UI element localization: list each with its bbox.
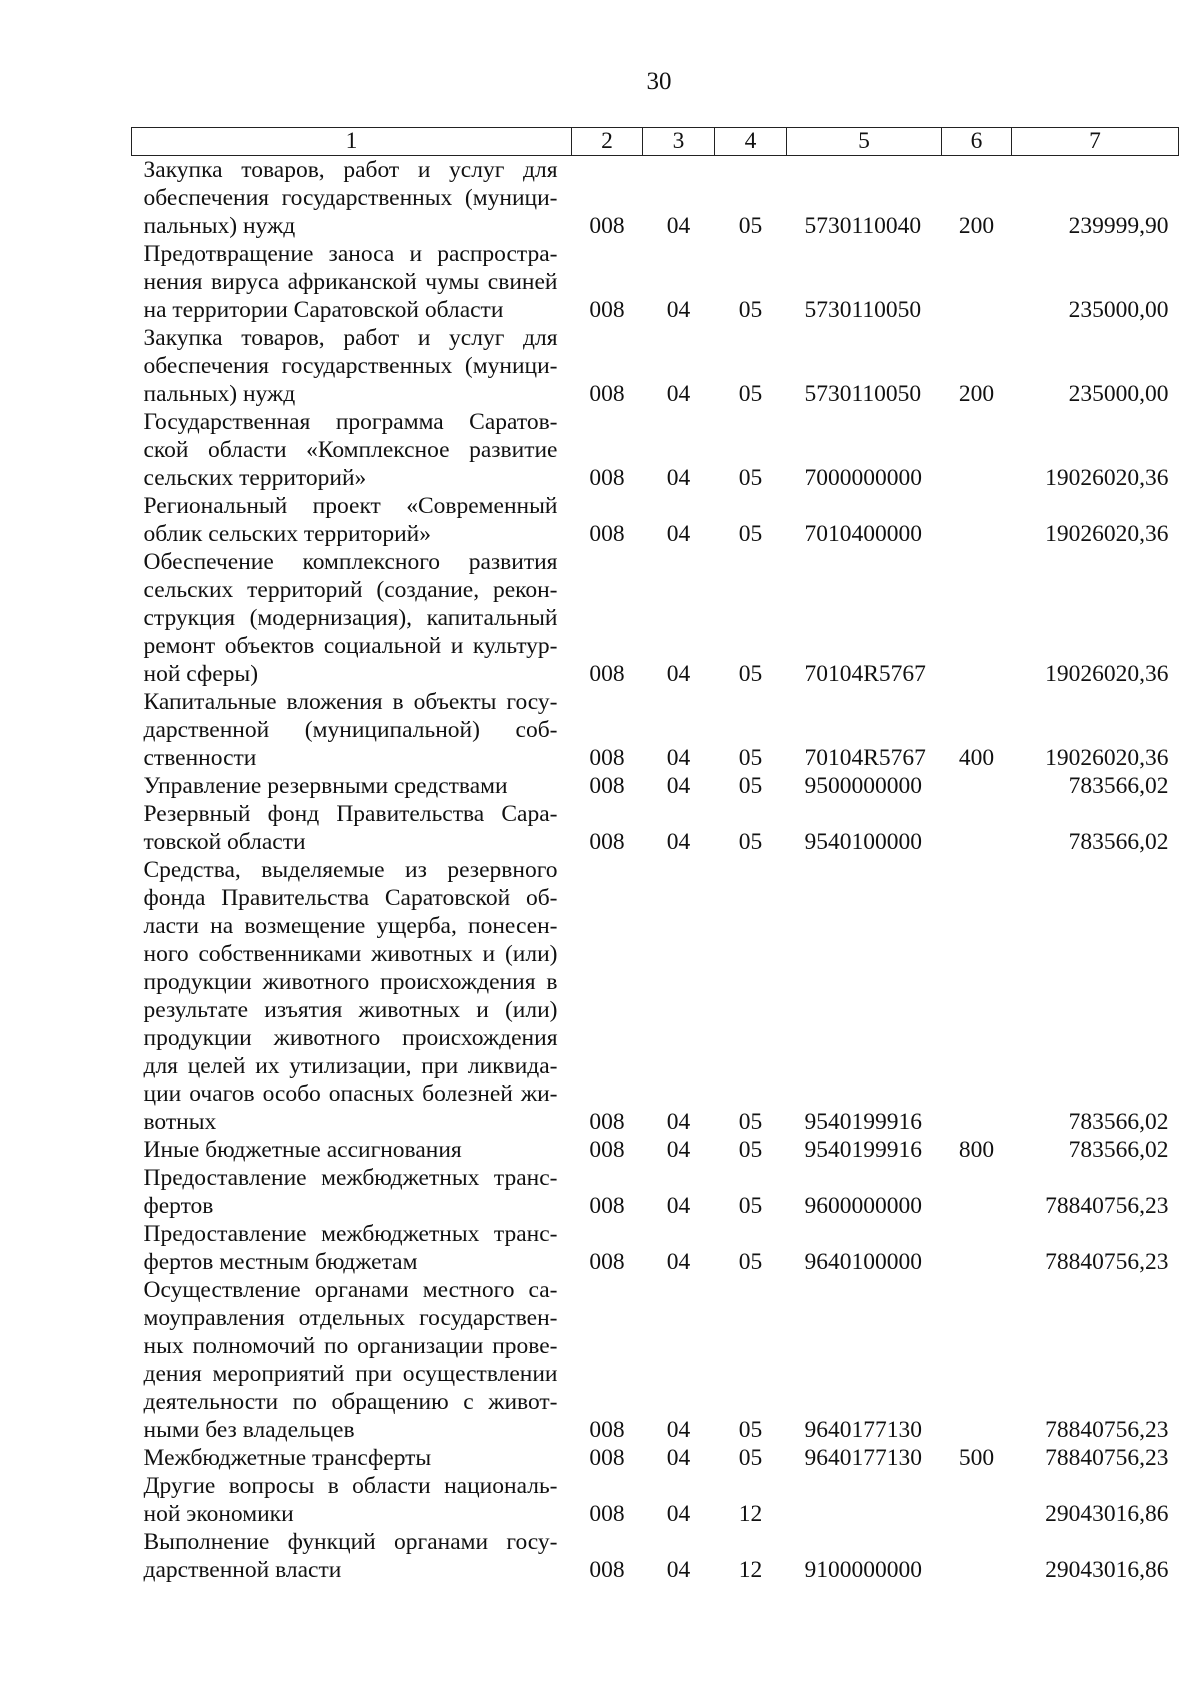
row-ministry-code: 008 (589, 1137, 625, 1163)
row-target-article: 9640177130 (804, 1417, 922, 1443)
table-row (132, 800, 1179, 856)
row-amount: 78840756,23 (1045, 1193, 1169, 1219)
row-target-article: 9600000000 (804, 1193, 922, 1219)
row-name-line: дения мероприятий при осуществлении (143, 1361, 558, 1387)
row-name-line: Осуществление органами местного са- (143, 1277, 558, 1303)
row-name-line: ской области «Комплексное развитие (143, 437, 558, 463)
row-section-code: 04 (666, 829, 691, 855)
row-name-line: Предоставление межбюджетных транс- (143, 1165, 558, 1191)
row-subsection-code: 05 (738, 1193, 763, 1219)
row-amount: 29043016,86 (1045, 1501, 1169, 1527)
row-name-line: сельских территорий» (143, 465, 367, 491)
row-expense-type (942, 548, 1012, 688)
row-subsection-code: 05 (738, 381, 763, 407)
row-target-article: 7010400000 (804, 521, 922, 547)
row-target-article: 9100000000 (804, 1557, 922, 1583)
row-expense-type (942, 408, 1012, 492)
row-name-line: товской области (143, 829, 306, 855)
row-name-line: Управление резервными средствами (143, 773, 508, 799)
row-name-line: Предотвращение заноса и распростра- (143, 241, 558, 267)
row-amount: 78840756,23 (1045, 1249, 1169, 1275)
row-name-cell (132, 408, 572, 492)
row-section-code: 04 (666, 213, 691, 239)
row-ministry-code: 008 (589, 1501, 625, 1527)
row-ministry-code: 008 (589, 521, 625, 547)
header-col-3: 3 (643, 128, 715, 156)
row-name-line: вотных (143, 1109, 217, 1135)
table-row (132, 408, 1179, 492)
row-subsection-code: 05 (738, 213, 763, 239)
row-name-line: ремонт объектов социальной и культур- (143, 633, 558, 659)
row-name-line: Обеспечение комплексного развития (143, 549, 558, 575)
row-name-cell (132, 856, 572, 1136)
row-name-line: Закупка товаров, работ и услуг для (143, 325, 558, 351)
row-ministry-code: 008 (589, 773, 625, 799)
table-row (132, 548, 1179, 688)
row-name-cell (132, 1528, 572, 1584)
row-expense-type: 800 (958, 1137, 995, 1163)
row-section-code: 04 (666, 1417, 691, 1443)
row-name-line: фертов (143, 1193, 214, 1219)
page-number: 30 (646, 68, 672, 95)
table-row (132, 688, 1179, 772)
row-name-line: ласти на возмещение ущерба, понесен- (143, 913, 558, 939)
row-name-line: продукции животного происхождения (143, 1025, 558, 1051)
table-row (132, 856, 1179, 1136)
row-name-line: ных полномочий по организации прове- (143, 1333, 558, 1359)
row-ministry-code: 008 (589, 829, 625, 855)
row-target-article: 7000000000 (804, 465, 922, 491)
row-target-article: 9540199916 (804, 1109, 922, 1135)
row-name-line: для целей их утилизации, при ликвида- (143, 1053, 558, 1079)
row-target-article: 5730110050 (804, 297, 922, 323)
row-subsection-code: 05 (738, 1137, 763, 1163)
row-name-line: результате изъятия животных и (или) (143, 997, 558, 1023)
row-name-line: Предоставление межбюджетных транс- (143, 1221, 558, 1247)
row-section-code: 04 (666, 1557, 691, 1583)
table-row (132, 1528, 1179, 1584)
row-amount: 239999,90 (1068, 213, 1169, 239)
table-header (132, 128, 1179, 156)
row-name-line: нения вируса африканской чумы свиней (143, 269, 558, 295)
row-ministry-code: 008 (589, 1249, 625, 1275)
row-amount: 78840756,23 (1045, 1417, 1169, 1443)
row-expense-type (942, 1164, 1012, 1220)
header-col-5: 5 (787, 128, 942, 156)
table-row (132, 1472, 1179, 1528)
row-expense-type (942, 1276, 1012, 1444)
row-section-code: 04 (666, 521, 691, 547)
table-row (132, 240, 1179, 324)
row-target-article: 5730110040 (804, 213, 922, 239)
row-expense-type (942, 800, 1012, 856)
row-name-cell (132, 1136, 572, 1164)
row-amount: 235000,00 (1068, 381, 1169, 407)
row-name-line: Другие вопросы в области националь- (143, 1473, 558, 1499)
row-expense-type (942, 1472, 1012, 1528)
row-name-cell (132, 688, 572, 772)
row-ministry-code: 008 (589, 1445, 625, 1471)
row-name-cell (132, 1276, 572, 1444)
row-section-code: 04 (666, 381, 691, 407)
row-ministry-code: 008 (589, 661, 625, 687)
row-target-article (787, 1472, 942, 1528)
row-name-line: ного собственниками животных и (или) (143, 941, 558, 967)
row-expense-type (942, 772, 1012, 800)
row-name-line: пальных) нужд (143, 213, 296, 239)
row-amount: 783566,02 (1068, 1137, 1169, 1163)
row-name-line: ными без владельцев (143, 1417, 355, 1443)
row-target-article: 9540199916 (804, 1137, 922, 1163)
row-ministry-code: 008 (589, 1109, 625, 1135)
row-subsection-code: 05 (738, 521, 763, 547)
row-section-code: 04 (666, 745, 691, 771)
row-amount: 19026020,36 (1045, 521, 1169, 547)
row-expense-type: 200 (958, 381, 995, 407)
row-name-line: обеспечения государственных (муници- (143, 353, 558, 379)
row-name-cell (132, 800, 572, 856)
row-name-line: ной экономики (143, 1501, 294, 1527)
row-section-code: 04 (666, 465, 691, 491)
row-name-line: моуправления отдельных государствен- (143, 1305, 558, 1331)
row-amount: 235000,00 (1068, 297, 1169, 323)
row-ministry-code: 008 (589, 381, 625, 407)
row-section-code: 04 (666, 1445, 691, 1471)
row-subsection-code: 05 (738, 297, 763, 323)
row-amount: 19026020,36 (1045, 661, 1169, 687)
header-col-4: 4 (715, 128, 787, 156)
row-name-line: Закупка товаров, работ и услуг для (143, 157, 558, 183)
row-name-line: дарственной власти (143, 1557, 342, 1583)
row-amount: 19026020,36 (1045, 745, 1169, 771)
header-col-2: 2 (572, 128, 643, 156)
table-row (132, 156, 1179, 241)
row-name-cell (132, 1220, 572, 1276)
row-name-cell (132, 772, 572, 800)
row-expense-type (942, 1528, 1012, 1584)
row-section-code: 04 (666, 1193, 691, 1219)
table-body (132, 156, 1179, 1585)
row-section-code: 04 (666, 1249, 691, 1275)
table-row (132, 1444, 1179, 1472)
row-name-line: Межбюджетные трансферты (143, 1445, 432, 1471)
table-row (132, 324, 1179, 408)
row-name-line: струкция (модернизация), капитальный (143, 605, 558, 631)
row-subsection-code: 12 (738, 1557, 763, 1583)
table-row (132, 1136, 1179, 1164)
row-name-line: фонда Правительства Саратовской об- (143, 885, 558, 911)
row-expense-type (942, 1220, 1012, 1276)
row-name-line: Региональный проект «Современный (143, 493, 558, 519)
row-subsection-code: 05 (738, 465, 763, 491)
row-target-article: 70104R5767 (804, 661, 926, 687)
row-name-cell (132, 156, 572, 241)
row-name-line: на территории Саратовской области (143, 297, 504, 323)
row-target-article: 70104R5767 (804, 745, 926, 771)
row-expense-type (942, 856, 1012, 1136)
header-row (132, 128, 1179, 156)
row-expense-type: 200 (958, 213, 995, 239)
row-target-article: 9640177130 (804, 1445, 922, 1471)
row-name-cell (132, 240, 572, 324)
table-row (132, 772, 1179, 800)
row-name-cell (132, 324, 572, 408)
row-name-line: пальных) нужд (143, 381, 296, 407)
row-name-line: Капитальные вложения в объекты госу- (143, 689, 558, 715)
row-subsection-code: 05 (738, 773, 763, 799)
row-subsection-code: 05 (738, 1445, 763, 1471)
row-name-line: дарственной (муниципальной) соб- (143, 717, 558, 743)
row-amount: 783566,02 (1068, 1109, 1169, 1135)
row-name-line: ции очагов особо опасных болезней жи- (143, 1081, 558, 1107)
row-ministry-code: 008 (589, 1557, 625, 1583)
row-name-line: Выполнение функций органами госу- (143, 1529, 558, 1555)
table-row (132, 1164, 1179, 1220)
row-ministry-code: 008 (589, 745, 625, 771)
row-name-line: обеспечения государственных (муници- (143, 185, 558, 211)
row-target-article: 5730110050 (804, 381, 922, 407)
row-subsection-code: 05 (738, 829, 763, 855)
header-col-7: 7 (1012, 128, 1179, 156)
row-ministry-code: 008 (589, 213, 625, 239)
row-name-cell (132, 1164, 572, 1220)
row-amount: 783566,02 (1068, 773, 1169, 799)
row-name-cell (132, 1444, 572, 1472)
row-name-line: фертов местным бюджетам (143, 1249, 418, 1275)
row-name-line: Государственная программа Саратов- (143, 409, 558, 435)
header-col-1: 1 (132, 128, 572, 156)
row-name-line: сельских территорий (создание, рекон- (143, 577, 558, 603)
row-section-code: 04 (666, 297, 691, 323)
row-amount: 29043016,86 (1045, 1557, 1169, 1583)
row-section-code: 04 (666, 661, 691, 687)
row-subsection-code: 05 (738, 745, 763, 771)
row-name-line: продукции животного происхождения в (143, 969, 558, 995)
header-col-6: 6 (942, 128, 1012, 156)
row-name-line: деятельности по обращению с живот- (143, 1389, 558, 1415)
row-target-article: 9640100000 (804, 1249, 922, 1275)
row-target-article: 9540100000 (804, 829, 922, 855)
budget-table (131, 127, 1179, 1584)
row-expense-type: 500 (958, 1445, 995, 1471)
row-name-line: Резервный фонд Правительства Сара- (143, 801, 558, 827)
row-expense-type (942, 240, 1012, 324)
row-amount: 78840756,23 (1045, 1445, 1169, 1471)
row-amount: 783566,02 (1068, 829, 1169, 855)
row-subsection-code: 05 (738, 661, 763, 687)
row-name-line: облик сельских территорий» (143, 521, 431, 547)
row-name-line: Иные бюджетные ассигнования (143, 1137, 462, 1163)
row-name-cell (132, 492, 572, 548)
row-expense-type: 400 (958, 745, 995, 771)
row-target-article: 9500000000 (804, 773, 922, 799)
row-section-code: 04 (666, 1137, 691, 1163)
row-amount: 19026020,36 (1045, 465, 1169, 491)
row-ministry-code: 008 (589, 465, 625, 491)
row-name-cell (132, 548, 572, 688)
row-ministry-code: 008 (589, 297, 625, 323)
row-subsection-code: 05 (738, 1109, 763, 1135)
row-name-line: ной сферы) (143, 661, 259, 687)
row-ministry-code: 008 (589, 1193, 625, 1219)
row-name-line: Средства, выделяемые из резервного (143, 857, 558, 883)
row-section-code: 04 (666, 773, 691, 799)
table-row (132, 1220, 1179, 1276)
row-section-code: 04 (666, 1109, 691, 1135)
row-subsection-code: 05 (738, 1417, 763, 1443)
row-subsection-code: 05 (738, 1249, 763, 1275)
table-row (132, 492, 1179, 548)
table-row (132, 1276, 1179, 1444)
row-name-cell (132, 1472, 572, 1528)
row-ministry-code: 008 (589, 1417, 625, 1443)
row-expense-type (942, 492, 1012, 548)
row-name-line: ственности (143, 745, 257, 771)
row-subsection-code: 12 (738, 1501, 763, 1527)
row-section-code: 04 (666, 1501, 691, 1527)
